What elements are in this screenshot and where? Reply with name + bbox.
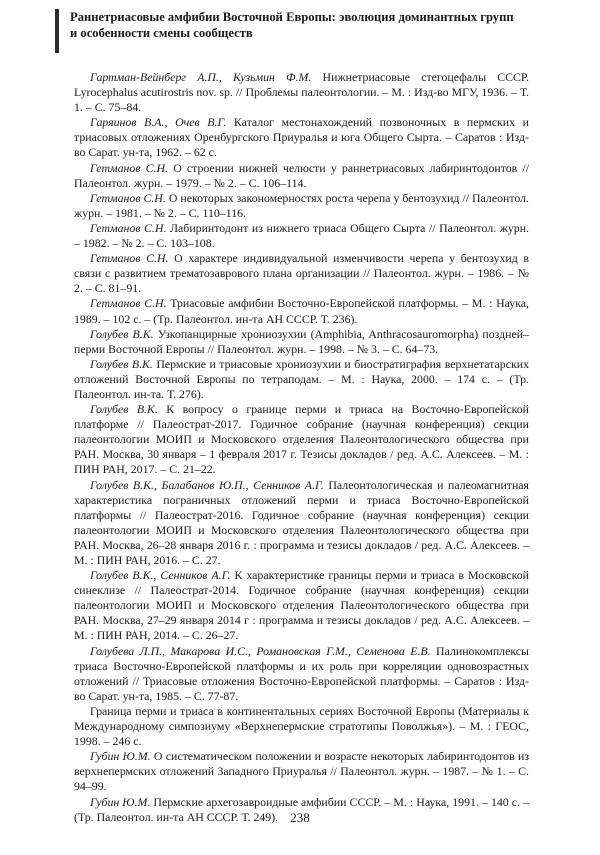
reference-entry xyxy=(74,115,529,160)
reference-text: Каталог местонахождений позвоночных в пермских и триасовых отложениях Оренбургского Приуралья и юга Общего Сырта. – Саратов : Изд-во Сарат. ун-та, 1962. – 62 с. xyxy=(74,115,529,160)
reference-text: О характере индивидуальной изменчивости черепа у бентозухид в связи с развитием трематозаврового плана организации // Палеонтол. журн. – 1986. – № 2. – С. 81–91. xyxy=(74,251,530,296)
reference-author: Голубев В.К. xyxy=(90,402,158,417)
reference-entry xyxy=(74,251,529,296)
reference-author: Голубев В.К. xyxy=(90,356,153,371)
reference-text: Палеонтологическая и палеомагнитная характеристика пограничных отложений перми и триаса Восточно-Европейской платформы // Палеострат-2016. Годичное собрание (научная конференция) секции палеонтологии МОИП и Московского отделения Палеонтологического общества при РАН. Москва, 26–28 января 2016 г. : программа и тезисы докладов / ред. А.С. Алексеев. – М. : ПИН РАН, 2016. – С. 27. xyxy=(74,477,529,567)
reference-author: Губин Ю.М. xyxy=(90,794,151,809)
reference-author: Губин Ю.М. xyxy=(90,749,151,764)
reference-entry xyxy=(74,749,529,794)
reference-entry xyxy=(74,191,529,221)
header-rule xyxy=(55,9,59,53)
reference-entry xyxy=(74,478,529,569)
reference-entry xyxy=(74,70,529,115)
reference-text: Граница перми и триаса в континентальных сериях Восточной Европы (Материалы к Международному симпозиуму «Верхнепермские стратотипы Поволжья»). – М. : ГЕОС, 1998. – 246 с. xyxy=(74,703,529,749)
reference-author: Гетманов С.Н. xyxy=(90,160,169,175)
reference-author: Гетманов С.Н. xyxy=(90,251,169,266)
reference-author: Голубев В.К. xyxy=(90,326,154,341)
reference-author: Голубева Л.П., Макарова И.С., Романовская Г.М., Семенова Е.В. xyxy=(90,643,431,658)
reference-author: Голубев В.К., Сенников А.Г. xyxy=(90,568,231,583)
reference-author: Гетманов С.Н. xyxy=(90,296,167,311)
page-number: 238 xyxy=(290,810,310,825)
reference-text: О некоторых закономерностях роста черепа у бентозухид // Палеонтол. журн. – 1981. – № 2. – С. 110–116. xyxy=(74,190,529,220)
reference-text: К вопросу о границе перми и триаса на Восточно-Европейской платформе // Палеострат-2017. Годичное собрание (научная конференция) секции палеонтологии МОИП и Московского отделения Палеонтологического общества при РАН. Москва, 30 января – 1 февраля 2017 г. Тезисы докладов / ред. А.С. Алексеев. – М. : ПИН РАН, 2017. – С. 21–22. xyxy=(74,402,529,477)
reference-text: Палинокомплексы триаса Восточно-Европейской платформы и их роль при корреляции одновозрастных отложений // Триасовые отложения Восточно-Европейской платформы. – Саратов : Изд-во Сарат. ун-та, 1985. – С. 77-87. xyxy=(74,643,529,703)
reference-author: Гетманов С.Н. xyxy=(90,220,167,235)
running-header-line-2: и особенности смены сообществ xyxy=(70,26,253,40)
reference-entry xyxy=(74,402,529,477)
reference-entry xyxy=(74,221,529,251)
reference-text: Триасовые амфибии Восточно-Европейской платформы. – М. : Наука, 1989. – 102 с. – (Тр. Палеонтол. ин-та АН СССР. Т. 236). xyxy=(74,296,530,326)
reference-author: Гетманов С.Н. xyxy=(90,190,166,205)
reference-text: Узкопанцирные хрониозухии (Amphibia, Anthracosauromorpha) поздней–перми Восточной Европы // Палеонтол. журн. – 1998. – № 3. – С. 64–73. xyxy=(74,326,530,356)
reference-author: Голубев В.К., Балабанов Ю.П., Сенников А.Г. xyxy=(90,477,324,492)
reference-text: О систематическом положении и возрасте некоторых лабиринтодонтов из верхнепермских отложений Западного Приуралья // Палеонтол. журн. – 1987. – № 1. – С. 94–99. xyxy=(74,749,530,794)
reference-author: Гаряинов В.А., Очев В.Г. xyxy=(90,115,227,130)
reference-text: О строении нижней челюсти у раннетриасовых лабиринтодонтов // Палеонтол. журн. – 1979. – № 2. – С. 106–114. xyxy=(74,160,529,190)
reference-text: Пермские архегозавроидные амфибии СССР. – М. : Наука, 1991. – 140 с. – (Тр. Палеонтол. ин-та АН СССР. Т. 249). xyxy=(74,794,529,824)
reference-entry xyxy=(74,357,529,402)
reference-entry xyxy=(74,296,529,326)
reference-entry xyxy=(74,568,529,643)
running-header xyxy=(70,9,550,41)
reference-text: К характеристике границы перми и триаса в Московской синеклизе // Палеострат-2014. Годичное собрание (научная конференция) секции палеонтологии МОИП и Московского отделения Палеонтологического общества при РАН. Москва, 27–29 января 2014 г : программа и тезисы докладов / ред. А.С. Алексеев. – М. : ПИН РАН, 2014. – С. 26–27. xyxy=(74,568,529,643)
reference-entry xyxy=(74,161,529,191)
reference-text: Нижнетриасовые стегоцефалы СССР. Lyrocephalus acutirostris nov. sp. // Проблемы палеонтологии. – М. : Изд-во МГУ, 1936. – Т. 1. – С. 75–84. xyxy=(74,70,529,115)
reference-text: Лабиринтодонт из нижнего триаса Общего Сырта // Палеонтол. журн. – 1982. – № 2. – С. 103–108. xyxy=(74,220,529,251)
running-header-line-1: Раннетриасовые амфибии Восточной Европы: эволюция доминантных групп xyxy=(70,10,514,24)
reference-author: Гартман-Вейнберг А.П., Кузьмин Ф.М. xyxy=(90,70,312,84)
reference-entry xyxy=(74,704,529,749)
reference-entry xyxy=(74,327,529,357)
reference-list xyxy=(74,70,529,825)
reference-text: Пермские и триасовые хрониозухии и биостратиграфия верхнетатарских отложений Восточной Европы по тетраподам. – М. : Наука, 2000. – 174 с. – (Тр. Палеонтол. ин-та. Т. 276). xyxy=(74,356,529,401)
reference-entry xyxy=(74,644,529,704)
